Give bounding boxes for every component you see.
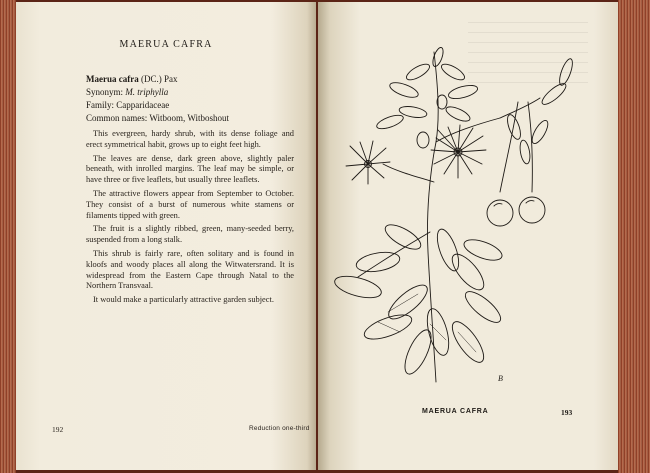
page-number-left: 192 bbox=[52, 425, 64, 434]
family-value: Capparidaceae bbox=[116, 100, 170, 110]
species-name: Maerua cafra bbox=[86, 74, 139, 84]
paragraph-habit: This evergreen, hardy shrub, with its dense foliage and erect symmetrical habit, grows up to eight feet high. bbox=[86, 129, 294, 149]
artist-monogram: B bbox=[498, 374, 503, 383]
illustration-caption: MAERUA CAFRA bbox=[422, 408, 489, 415]
leaf-cluster-top bbox=[375, 46, 479, 131]
leaf-cluster-lower bbox=[332, 220, 505, 377]
page-edges-right bbox=[618, 0, 650, 473]
paragraph-flowers: The attractive flowers appear from September to October. They consist of a burst of numerous white stamens or filaments tipped with green. bbox=[86, 188, 294, 220]
common-names-value: Witboom, Witboshout bbox=[149, 113, 229, 123]
synonym-value: M. triphylla bbox=[125, 87, 169, 97]
species-meta bbox=[86, 73, 229, 125]
synonym-label: Synonym: bbox=[86, 87, 126, 97]
flower-bud bbox=[417, 95, 447, 148]
paragraph-distribution: This shrub is fairly rare, often solitary and is found in kloofs and woody places all along the Witwatersrand. It is widespread from the Eastern Cape through Natal to the Northern Transvaal. bbox=[86, 248, 294, 291]
family-row bbox=[86, 99, 229, 112]
species-author: (DC.) Pax bbox=[138, 74, 178, 84]
paragraph-leaves: The leaves are dense, dark green above, slightly paler beneath, with inrolled margins. The leaf may be simple, or have three or five leaflets, but usually three leaflets. bbox=[86, 153, 294, 185]
page-title: MAERUA CAFRA bbox=[119, 39, 213, 50]
synonym-row bbox=[86, 86, 229, 99]
flower-stalk bbox=[383, 164, 434, 182]
page-edges-left bbox=[0, 0, 16, 473]
right-page bbox=[318, 2, 618, 470]
description-body bbox=[86, 129, 294, 309]
family-label: Family: bbox=[86, 100, 117, 110]
left-page bbox=[16, 2, 316, 470]
paragraph-fruit: The fruit is a slightly ribbed, green, many-seeded berry, suspended from a long stalk. bbox=[86, 224, 294, 245]
flower-burst-center bbox=[431, 125, 486, 178]
paragraph-garden: It would make a particularly attractive garden subject. bbox=[93, 295, 274, 305]
side-branch-lower bbox=[358, 232, 430, 277]
reduction-note: Reduction one-third bbox=[249, 425, 310, 432]
species-name-row bbox=[86, 73, 229, 86]
common-names-row bbox=[86, 112, 229, 125]
botanical-illustration bbox=[318, 32, 618, 402]
side-branch-fruit bbox=[500, 98, 540, 118]
flower-burst-left bbox=[346, 141, 390, 184]
fruit-cluster bbox=[487, 57, 575, 226]
common-names-label: Common names: bbox=[86, 113, 150, 123]
page-number-right: 193 bbox=[561, 408, 573, 417]
